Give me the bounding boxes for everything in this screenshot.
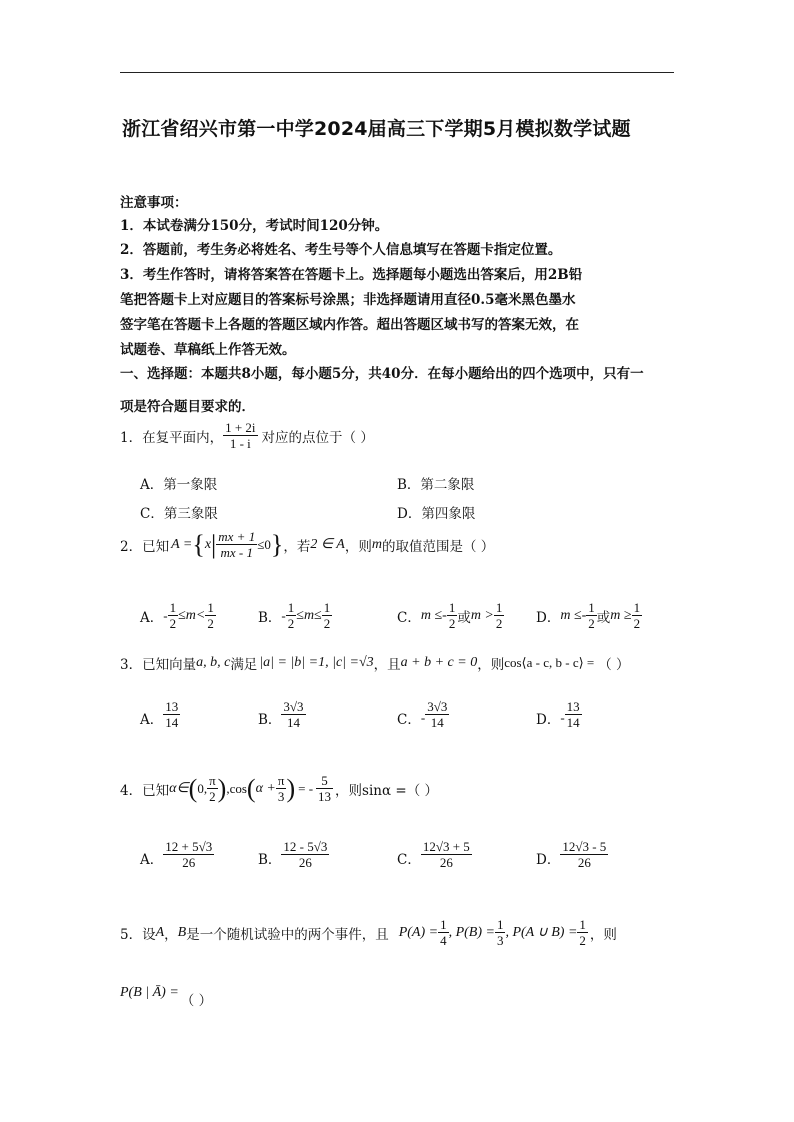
q2-option-c-label: C． <box>397 609 421 626</box>
q4-paren-left: ( <box>188 773 198 803</box>
question-1 <box>120 420 374 451</box>
q2-b-frac-2: $\frac{1}{2}$ <box>323 600 331 631</box>
note-1: 1．本试卷满分150分，考试时间120分钟。 <box>120 218 389 234</box>
q1-denominator: 1 - i <box>229 436 251 451</box>
q4-paren-right: ) <box>217 773 227 803</box>
q3-a-frac: $\frac{13}{14}$ <box>165 699 179 730</box>
q2-a-frac-1: $\frac{1}{2}$ <box>169 600 177 631</box>
q2-c-rel-1: m ≤- <box>420 607 447 623</box>
q2-set-a: A = <box>171 536 193 552</box>
q4-pi-over-3: $\frac{\pi}{3}$ <box>277 773 285 804</box>
q3-vectors: a, b, c <box>196 655 231 670</box>
q5-conditional: P(B | Ā) = <box>120 985 179 1000</box>
q3-c-frac: $\frac{3√3}{14}$ <box>427 699 448 730</box>
q4-five-thirteenths: $\frac{5}{13}$ <box>318 773 332 804</box>
q2-x: x <box>204 536 212 552</box>
q2-c-rel-2: m > <box>470 607 494 623</box>
q5-then: ，则 <box>589 926 617 943</box>
q1-option-b: B．第二象限 <box>397 477 475 493</box>
q2-numerator: mx + 1 <box>218 529 256 544</box>
q2-fraction <box>216 529 257 560</box>
q2-brace-close: } <box>270 529 284 559</box>
section-heading-line-2: 项是符合题目要求的． <box>120 399 255 415</box>
q2-d-rel-1: m ≤- <box>560 607 587 623</box>
top-rule <box>120 72 674 73</box>
q4-option-c <box>397 839 472 870</box>
q1-suffix: 对应的点位于（ ） <box>261 429 374 446</box>
q2-option-a <box>140 600 216 631</box>
q4-suffix: ，则sinα =（ ） <box>335 782 438 799</box>
q3-mid3: ，则 <box>477 657 505 673</box>
q2-d-or: 或 <box>596 609 611 626</box>
q4-equals: = - <box>298 780 314 796</box>
q2-b-rel: ≤m≤ <box>296 607 322 623</box>
q2-a-rel: ≤m< <box>178 607 206 623</box>
q2-a-neg: - <box>163 607 168 623</box>
q2-option-a-label: A． <box>140 609 164 626</box>
q4-zero: 0, <box>197 780 208 796</box>
note-2: 2．答题前，考生务必将姓名、考生号等个人信息填写在答题卡指定位置。 <box>120 242 562 258</box>
q4-d-frac: $\frac{12√3 - 5}{26}$ <box>562 839 607 870</box>
question-5 <box>120 917 617 948</box>
q2-suffix: 的取值范围是（ ） <box>381 538 495 555</box>
q3-d-neg: - <box>560 709 565 725</box>
q3-option-c-label: C． <box>397 711 421 728</box>
q3-option-b-label: B． <box>258 711 282 728</box>
q4-c-frac: $\frac{12√3 + 5}{26}$ <box>422 839 470 870</box>
notes-heading: 注意事项： <box>120 195 188 211</box>
q5-mid: 是一个随机试验中的两个事件，且 <box>186 926 389 943</box>
q3-suffix: （ ） <box>598 657 630 673</box>
q5-pb: , P(B) = <box>448 924 495 940</box>
q3-cos: cos⟨a - c, b - c⟩ = <box>504 655 595 670</box>
q2-relation: 2 ∈ A <box>310 537 345 552</box>
q3-mid2: ，且 <box>373 657 401 673</box>
q1-prefix: 1．在复平面内， <box>120 429 224 446</box>
q2-c-or: 或 <box>457 609 471 626</box>
q4-b-frac: $\frac{12 - 5√3}{26}$ <box>283 839 328 870</box>
q4-option-a <box>140 839 214 870</box>
page-title: 浙江省绍兴市第一中学2024届高三下学期5月模拟数学试题 <box>122 118 631 140</box>
q4-paren-left-2: ( <box>246 773 256 803</box>
q2-option-c <box>397 600 504 631</box>
question-2 <box>120 529 494 560</box>
q3-equation: a + b + c = 0 <box>400 655 478 670</box>
q2-c-frac-2: $\frac{1}{2}$ <box>495 600 503 631</box>
q2-option-b-label: B． <box>258 609 282 626</box>
q3-option-a-label: A． <box>140 711 164 728</box>
note-3-line-4: 试题卷、草稿纸上作答无效。 <box>120 342 296 358</box>
q2-d-rel-2: m ≥ <box>610 607 632 623</box>
q2-b-frac-1: $\frac{1}{2}$ <box>287 600 295 631</box>
q2-then: ，则 <box>344 538 372 555</box>
q4-alpha-plus: α + <box>255 780 276 796</box>
q4-prefix: 4．已知 <box>120 782 170 799</box>
q1-fraction <box>223 420 257 451</box>
q2-prefix: 2．已知 <box>120 538 170 555</box>
q4-option-c-label: C． <box>397 851 421 868</box>
q4-a-frac: $\frac{12 + 5√3}{26}$ <box>165 839 213 870</box>
q5-comma: ， <box>164 926 178 943</box>
q2-option-d-label: D． <box>536 609 561 626</box>
q1-option-d: D．第四象限 <box>397 506 476 522</box>
q3-option-d <box>536 699 582 730</box>
q2-bar: | <box>211 529 217 559</box>
q5-one-third: $\frac{1}{3}$ <box>496 917 504 948</box>
q2-d-frac-1: $\frac{1}{2}$ <box>588 600 595 631</box>
q2-b-neg: - <box>281 607 286 623</box>
q2-condition: ≤0 <box>257 536 271 552</box>
q5-line-2 <box>120 977 212 1009</box>
q3-option-a <box>140 699 180 730</box>
note-3-line-1: 3．考生作答时，请将答案答在答题卡上。选择题每小题选出答案后，用2B铅 <box>120 267 583 283</box>
q1-option-a: A．第一象限 <box>140 477 218 493</box>
q4-option-d <box>536 839 608 870</box>
q3-option-b <box>258 699 306 730</box>
q5-blank: （ ） <box>180 993 213 1009</box>
q2-brace-open: { <box>192 529 205 559</box>
q2-denominator: mx - 1 <box>220 545 253 560</box>
q5-pa: P(A) = <box>398 924 439 940</box>
q3-condition: |a| = |b| =1, |c| =√3 <box>259 655 374 670</box>
q3-option-c <box>397 699 449 730</box>
q4-cos: ,cos <box>226 780 247 796</box>
q4-pi-over-2: $\frac{\pi}{2}$ <box>209 773 216 804</box>
q5-event-b: B <box>177 924 187 940</box>
q2-a-frac-2: $\frac{1}{2}$ <box>207 600 214 631</box>
question-3 <box>120 653 630 673</box>
q4-option-b <box>258 839 329 870</box>
note-3-line-2: 笔把答题卡上对应题目的答案标号涂黑；非选择题请用直径0.5毫米黑色墨水 <box>120 292 576 308</box>
question-4 <box>120 773 438 804</box>
note-3-line-3: 签字笔在答题卡上各题的答题区域内作答。超出答题区域书写的答案无效，在 <box>120 317 579 333</box>
q4-option-d-label: D． <box>536 851 561 868</box>
q4-option-b-label: B． <box>258 851 282 868</box>
q4-option-a-label: A． <box>140 851 164 868</box>
q1-numerator: 1 + 2i <box>225 420 256 435</box>
q2-d-frac-2: $\frac{1}{2}$ <box>633 600 641 631</box>
q3-prefix: 3．已知向量 <box>120 657 197 673</box>
q3-b-frac: $\frac{3√3}{14}$ <box>283 699 304 730</box>
q2-c-frac-1: $\frac{1}{2}$ <box>448 600 456 631</box>
q5-prefix: 5．设 <box>120 926 156 943</box>
q4-paren-right-2: ) <box>286 773 296 803</box>
section-heading-line-1: 一、选择题：本题共8小题，每小题5分，共40分．在每小题给出的四个选项中，只有一 <box>120 366 644 382</box>
q5-one-quarter: $\frac{1}{4}$ <box>440 917 447 948</box>
q3-option-d-label: D． <box>536 711 561 728</box>
q2-mid: ，若 <box>283 538 311 555</box>
q3-d-frac: $\frac{13}{14}$ <box>566 699 580 730</box>
q3-c-neg: - <box>420 709 426 725</box>
q5-event-a: A <box>155 924 165 940</box>
q5-one-half: $\frac{1}{2}$ <box>579 917 586 948</box>
q4-alpha-in: α∈ <box>169 781 189 796</box>
q5-pab: , P(A ∪ B) = <box>505 925 578 940</box>
q2-option-b <box>258 600 332 631</box>
q1-option-c: C．第三象限 <box>140 506 218 522</box>
q3-mid: 满足 <box>230 657 258 673</box>
q2-option-d <box>536 600 642 631</box>
q2-m: m <box>371 536 382 552</box>
